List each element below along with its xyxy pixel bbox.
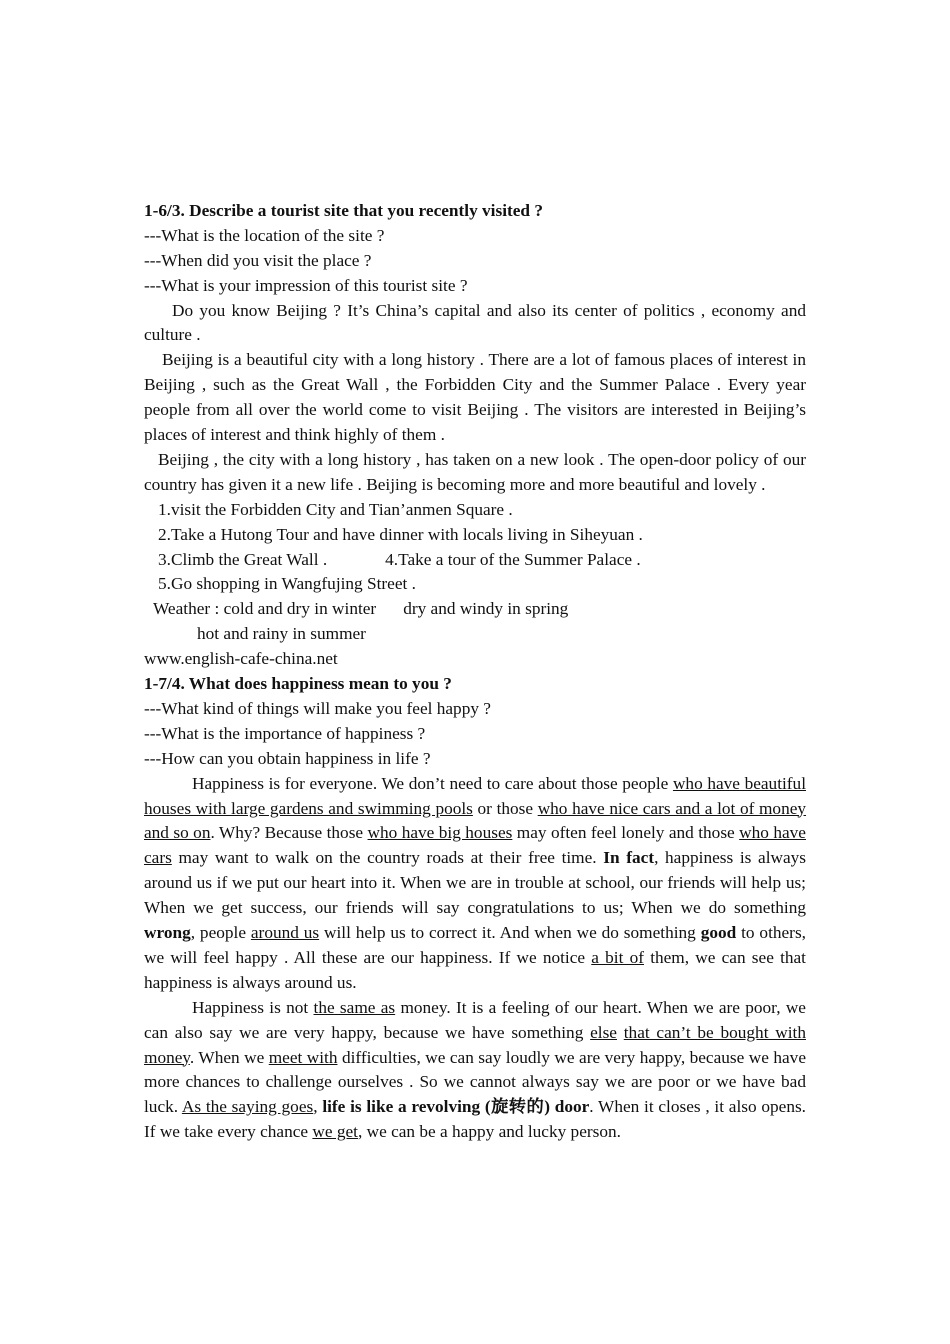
text-run: Happiness is not [192,997,314,1017]
underlined-phrase: meet with [268,1047,338,1067]
underlined-phrase: a bit of [591,947,644,967]
question-line: ---What is the importance of happiness ? [144,723,426,743]
text-run: . Why? Because those [210,823,368,843]
bold-phrase: life is like a revolving (旋转的) door [322,1097,590,1117]
text-run: , [313,1097,323,1117]
list-item: 3.Climb the Great Wall . [158,549,328,569]
text-run: money. It is a feeling of our heart. When we are poor, we can also say we are very happy, because we have something [144,997,806,1042]
list-item-row [144,548,806,573]
question-line: ---What kind of things will make you feel happy ? [144,698,491,718]
underlined-phrase: who have beautiful houses with large gardens and swimming pools [144,773,806,818]
text-run: may want to walk on the country roads at their free time. [171,848,604,868]
underlined-phrase: we get [312,1122,358,1142]
question-line: ---What is the location of the site ? [144,225,385,245]
paragraph: Beijing is a beautiful city with a long history . There are a lot of famous places of interest in Beijing , such as the Great Wall , the Forbidden City and the Summer Palace . Every year people from all over the world come to visit Beijing . The visitors are interested in Beijing’s places of interest and think highly of them . [144,350,806,445]
text-run: or those [472,798,538,818]
section1-heading: 1-6/3. Describe a tourist site that you recently visited ? [144,201,544,220]
weather-spring: dry and windy in spring [403,599,569,619]
section2-heading: 1-7/4. What does happiness mean to you ? [144,674,452,694]
website-text: www.english-cafe-china.net [144,649,338,669]
list-item: 2.Take a Hutong Tour and have dinner with locals living in Siheyuan . [158,524,643,544]
underlined-phrase: who have cars [144,823,806,868]
weather-summer: hot and rainy in summer [197,624,366,644]
list-item: 4.Take a tour of the Summer Palace . [385,549,641,569]
underlined-phrase: that can’t be bought with money [144,1022,806,1067]
underlined-phrase: As the saying goes [181,1097,314,1117]
weather-label: Weather : cold and dry in winter [153,599,377,619]
question-line: ---What is your impression of this tourist site ? [144,275,468,295]
bold-phrase: wrong [144,923,191,943]
underlined-phrase: around us [250,923,320,943]
text-run: . When it closes , it also opens. If we take every chance [144,1097,806,1142]
bold-phrase: good [700,923,737,943]
list-item: 1.visit the Forbidden City and Tian’anmen Square . [158,499,513,519]
text-run: difficulties, we can say loudly we are very happy, because we have more chances to challenge ourselves . So we cannot always say we are poor or we have bad luck. [144,1047,806,1117]
list-item: 5.Go shopping in Wangfujing Street . [158,574,416,594]
weather-row [144,597,806,622]
underlined-phrase: else [590,1022,617,1042]
happiness-paragraph-1 [144,772,806,996]
underlined-phrase: who have nice cars and a lot of money and so on [144,798,807,843]
question-line: ---How can you obtain happiness in life ? [144,748,431,768]
paragraph: Do you know Beijing ? It’s China’s capital and also its center of politics , economy and culture . [144,300,806,345]
text-run [617,1023,624,1042]
text-run: , we can be a happy and lucky person. [357,1122,621,1142]
text-run: them, we can see that happiness is always around us. [144,947,806,992]
question-line: ---When did you visit the place ? [144,250,372,270]
text-run: , happiness is always around us if we put our heart into it. When we are in trouble at school, our friends will help us; When we get success, our friends will say congratulations to us; When we do something [144,848,807,918]
text-run: , people [190,923,251,943]
text-run: Happiness is for everyone. We don’t need to care about those people [192,773,673,793]
text-run: to others, we will feel happy . All these are our happiness. If we notice [144,923,806,967]
happiness-paragraph-2 [144,996,806,1145]
document-page [144,199,806,1145]
underlined-phrase: who have big houses [367,823,513,843]
text-run: may often feel lonely and those [512,823,740,843]
text-run: will help us to correct it. And when we do something [319,923,701,943]
underlined-phrase: the same as [313,997,396,1017]
paragraph: Beijing , the city with a long history , has taken on a new look . The open-door policy of our country has given it a new life . Beijing is becoming more and more beautiful and lovely . [144,450,806,494]
text-run: . When we [189,1047,269,1067]
bold-phrase: In fact [603,848,655,868]
